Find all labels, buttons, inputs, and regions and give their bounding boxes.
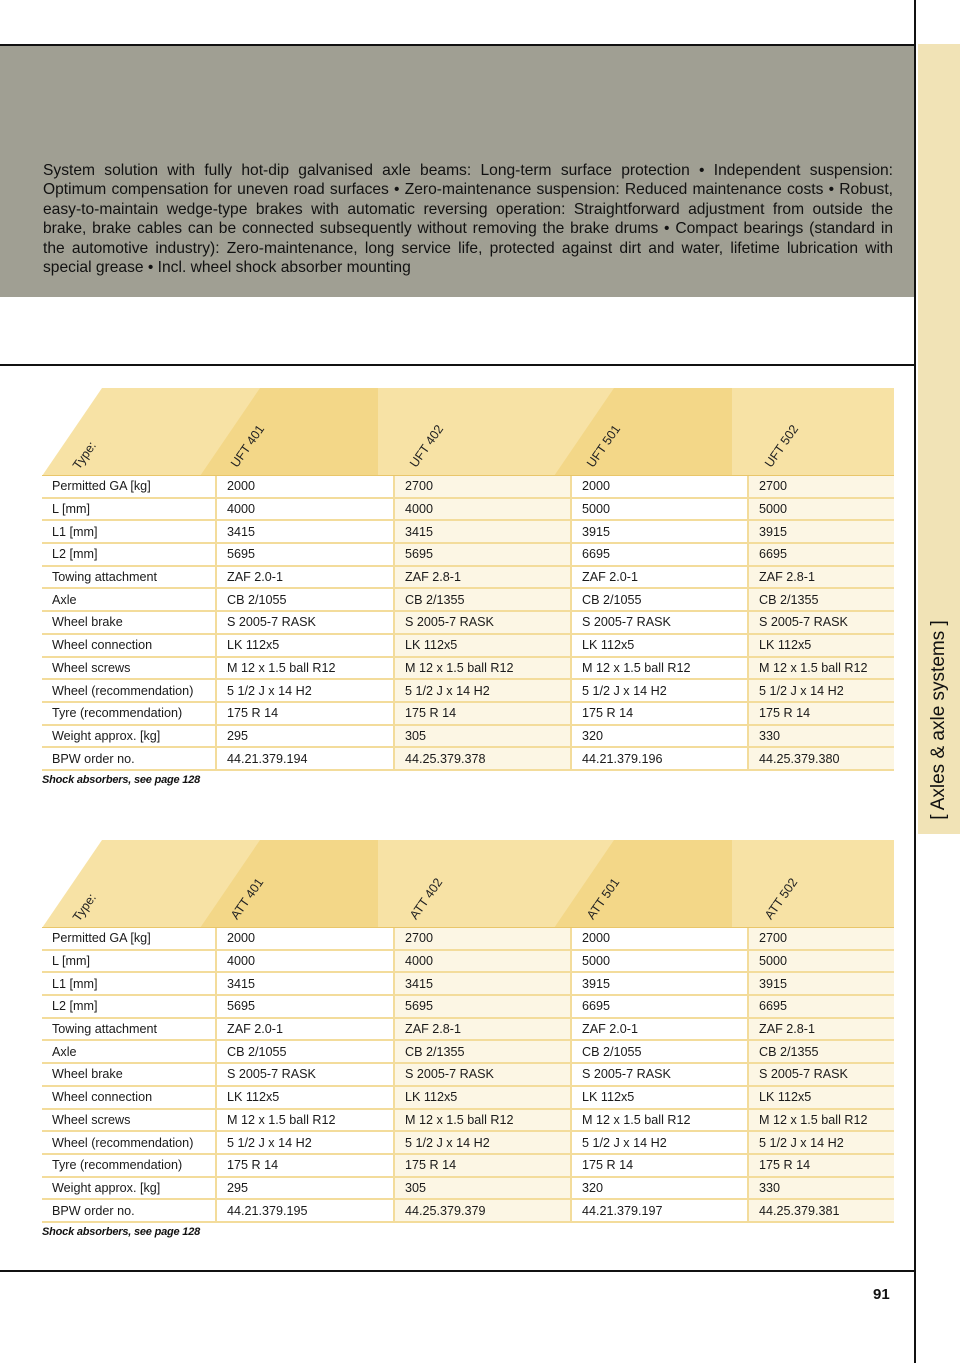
row-label: Towing attachment: [42, 566, 216, 589]
row-label: Weight approx. [kg]: [42, 1177, 216, 1200]
table-row: [42, 679, 894, 702]
cell-value: 4000: [216, 498, 394, 521]
cell-value: CB 2/1355: [394, 588, 571, 611]
table-row: [42, 520, 894, 543]
cell-value: ZAF 2.0-1: [571, 566, 748, 589]
cell-value: M 12 x 1.5 ball R12: [394, 657, 571, 680]
cell-value: 175 R 14: [216, 702, 394, 725]
cell-value: 5000: [748, 498, 894, 521]
type-header: UFT 402: [407, 422, 447, 471]
table-row: [42, 1199, 894, 1222]
table-row: [42, 725, 894, 748]
type-header: UFT 401: [228, 422, 268, 471]
cell-value: 3415: [216, 972, 394, 995]
cell-value: 5695: [216, 995, 394, 1018]
row-label: Axle: [42, 1040, 216, 1063]
cell-value: 175 R 14: [394, 702, 571, 725]
type-header: UFT 502: [762, 422, 802, 471]
row-label: BPW order no.: [42, 747, 216, 770]
cell-value: 44.25.379.381: [748, 1199, 894, 1222]
cell-value: 4000: [216, 950, 394, 973]
cell-value: CB 2/1055: [571, 1040, 748, 1063]
cell-value: ZAF 2.8-1: [394, 1018, 571, 1041]
row-label: Wheel connection: [42, 634, 216, 657]
cell-value: M 12 x 1.5 ball R12: [748, 1109, 894, 1132]
cell-value: 3915: [571, 520, 748, 543]
type-header: UFT 501: [584, 422, 624, 471]
cell-value: 2700: [394, 928, 571, 950]
cell-value: 3415: [216, 520, 394, 543]
cell-value: 320: [571, 725, 748, 748]
cell-value: CB 2/1055: [216, 1040, 394, 1063]
cell-value: 175 R 14: [571, 1154, 748, 1177]
row-label: Wheel connection: [42, 1086, 216, 1109]
cell-value: 5 1/2 J x 14 H2: [571, 679, 748, 702]
type-header: ATT 402: [407, 875, 446, 923]
cell-value: 4000: [394, 498, 571, 521]
table-row: [42, 702, 894, 725]
cell-value: 44.21.379.197: [571, 1199, 748, 1222]
cell-value: 5 1/2 J x 14 H2: [571, 1131, 748, 1154]
row-label: Wheel brake: [42, 1063, 216, 1086]
cell-value: 3415: [394, 972, 571, 995]
table-row: [42, 1040, 894, 1063]
table-row: [42, 928, 894, 950]
table-row: [42, 950, 894, 973]
cell-value: M 12 x 1.5 ball R12: [571, 1109, 748, 1132]
row-label: Tyre (recommendation): [42, 1154, 216, 1177]
cell-value: 3915: [571, 972, 748, 995]
cell-value: LK 112x5: [394, 1086, 571, 1109]
cell-value: 2000: [571, 928, 748, 950]
table-row: [42, 611, 894, 634]
cell-value: 5 1/2 J x 14 H2: [216, 1131, 394, 1154]
row-label: Wheel brake: [42, 611, 216, 634]
cell-value: LK 112x5: [571, 634, 748, 657]
cell-value: CB 2/1055: [571, 588, 748, 611]
table-row: [42, 498, 894, 521]
cell-value: 44.21.379.194: [216, 747, 394, 770]
row-label: L [mm]: [42, 498, 216, 521]
row-label: Tyre (recommendation): [42, 702, 216, 725]
cell-value: LK 112x5: [216, 1086, 394, 1109]
spec-table-uft: [42, 388, 894, 828]
cell-value: CB 2/1355: [394, 1040, 571, 1063]
spec-table: [42, 476, 894, 771]
cell-value: 320: [571, 1177, 748, 1200]
cell-value: 44.21.379.196: [571, 747, 748, 770]
row-label: L2 [mm]: [42, 995, 216, 1018]
cell-value: ZAF 2.0-1: [216, 566, 394, 589]
cell-value: 295: [216, 725, 394, 748]
cell-value: ZAF 2.8-1: [394, 566, 571, 589]
cell-value: M 12 x 1.5 ball R12: [216, 1109, 394, 1132]
cell-value: 5 1/2 J x 14 H2: [748, 1131, 894, 1154]
spec-table-att: [42, 840, 894, 1280]
cell-value: 2000: [216, 476, 394, 498]
cell-value: CB 2/1355: [748, 588, 894, 611]
table-row: [42, 972, 894, 995]
cell-value: 44.25.379.379: [394, 1199, 571, 1222]
row-label: Weight approx. [kg]: [42, 725, 216, 748]
cell-value: 175 R 14: [216, 1154, 394, 1177]
table-row: [42, 1063, 894, 1086]
cell-value: S 2005-7 RASK: [394, 1063, 571, 1086]
cell-value: 305: [394, 1177, 571, 1200]
cell-value: 5000: [571, 950, 748, 973]
table-row: [42, 1177, 894, 1200]
cell-value: 6695: [571, 995, 748, 1018]
table-row: [42, 634, 894, 657]
cell-value: 5695: [216, 543, 394, 566]
row-label: Permitted GA [kg]: [42, 476, 216, 498]
table-row: [42, 1109, 894, 1132]
type-header: ATT 501: [584, 875, 623, 923]
cell-value: 44.25.379.380: [748, 747, 894, 770]
cell-value: 175 R 14: [571, 702, 748, 725]
cell-value: M 12 x 1.5 ball R12: [216, 657, 394, 680]
cell-value: 5 1/2 J x 14 H2: [394, 679, 571, 702]
type-header-label: Type:: [70, 890, 100, 925]
cell-value: LK 112x5: [394, 634, 571, 657]
cell-value: CB 2/1055: [216, 588, 394, 611]
cell-value: S 2005-7 RASK: [571, 611, 748, 634]
cell-value: S 2005-7 RASK: [394, 611, 571, 634]
table-row: [42, 995, 894, 1018]
cell-value: 5000: [748, 950, 894, 973]
intro-text: System solution with fully hot-dip galvanised axle beams: Long-term surface protection • Independent suspension: Optimum compensation for uneven road surfaces • Zero-maintenance suspension: Reduced maintenance costs • Robust, easy-to-maintain wedge-type brakes with automatic reversing operation: Straightforward adjustment from outside the brake, brake cables can be connected subsequently without removing the brake drums • Compact bearings (standard in the automotive industry): Zero-maintenance, long service life, protected against dirt and water, lifetime lubrication with special grease • Incl. wheel shock absorber mounting: [43, 162, 893, 277]
cell-value: 2000: [216, 928, 394, 950]
cell-value: 5695: [394, 995, 571, 1018]
cell-value: 175 R 14: [394, 1154, 571, 1177]
cell-value: M 12 x 1.5 ball R12: [748, 657, 894, 680]
type-header-label: Type:: [70, 438, 100, 473]
cell-value: 6695: [748, 995, 894, 1018]
cell-value: LK 112x5: [216, 634, 394, 657]
type-header: ATT 401: [228, 875, 267, 923]
cell-value: S 2005-7 RASK: [571, 1063, 748, 1086]
cell-value: 6695: [571, 543, 748, 566]
page-edge-line: [914, 0, 916, 1363]
type-header: ATT 502: [762, 875, 801, 923]
row-label: Axle: [42, 588, 216, 611]
cell-value: 175 R 14: [748, 1154, 894, 1177]
row-label: Wheel screws: [42, 1109, 216, 1132]
row-label: Wheel (recommendation): [42, 679, 216, 702]
cell-value: S 2005-7 RASK: [216, 611, 394, 634]
cell-value: 2000: [571, 476, 748, 498]
cell-value: S 2005-7 RASK: [216, 1063, 394, 1086]
cell-value: 2700: [748, 476, 894, 498]
cell-value: 2700: [394, 476, 571, 498]
cell-value: S 2005-7 RASK: [748, 1063, 894, 1086]
row-label: L1 [mm]: [42, 520, 216, 543]
cell-value: CB 2/1355: [748, 1040, 894, 1063]
row-label: Permitted GA [kg]: [42, 928, 216, 950]
spec-table: [42, 928, 894, 1223]
cell-value: ZAF 2.8-1: [748, 1018, 894, 1041]
cell-value: M 12 x 1.5 ball R12: [571, 657, 748, 680]
row-label: BPW order no.: [42, 1199, 216, 1222]
table-row: [42, 1086, 894, 1109]
table-row: [42, 476, 894, 498]
row-label: L2 [mm]: [42, 543, 216, 566]
cell-value: LK 112x5: [571, 1086, 748, 1109]
cell-value: S 2005-7 RASK: [748, 611, 894, 634]
cell-value: 305: [394, 725, 571, 748]
cell-value: 5 1/2 J x 14 H2: [216, 679, 394, 702]
cell-value: 2700: [748, 928, 894, 950]
table-row: [42, 566, 894, 589]
cell-value: 5 1/2 J x 14 H2: [748, 679, 894, 702]
row-label: Towing attachment: [42, 1018, 216, 1041]
table-footnote: Shock absorbers, see page 128: [42, 774, 201, 786]
cell-value: LK 112x5: [748, 1086, 894, 1109]
table-row: [42, 657, 894, 680]
cell-value: 5000: [571, 498, 748, 521]
cell-value: 3915: [748, 972, 894, 995]
row-label: L1 [mm]: [42, 972, 216, 995]
cell-value: ZAF 2.0-1: [216, 1018, 394, 1041]
table-row: [42, 543, 894, 566]
table-row: [42, 1154, 894, 1177]
table-row: [42, 1018, 894, 1041]
row-label: L [mm]: [42, 950, 216, 973]
cell-value: 5 1/2 J x 14 H2: [394, 1131, 571, 1154]
cell-value: 330: [748, 1177, 894, 1200]
cell-value: 6695: [748, 543, 894, 566]
cell-value: 44.21.379.195: [216, 1199, 394, 1222]
cell-value: 3915: [748, 520, 894, 543]
cell-value: 295: [216, 1177, 394, 1200]
cell-value: 175 R 14: [748, 702, 894, 725]
cell-value: 5695: [394, 543, 571, 566]
cell-value: 330: [748, 725, 894, 748]
table-footnote: Shock absorbers, see page 128: [42, 1226, 201, 1238]
cell-value: 44.25.379.378: [394, 747, 571, 770]
table-row: [42, 1131, 894, 1154]
cell-value: M 12 x 1.5 ball R12: [394, 1109, 571, 1132]
page-number: 91: [873, 1286, 890, 1303]
cell-value: 3415: [394, 520, 571, 543]
cell-value: ZAF 2.8-1: [748, 566, 894, 589]
cell-value: LK 112x5: [748, 634, 894, 657]
cell-value: ZAF 2.0-1: [571, 1018, 748, 1041]
cell-value: 4000: [394, 950, 571, 973]
section-rule: [0, 364, 916, 366]
table-row: [42, 588, 894, 611]
table-row: [42, 747, 894, 770]
row-label: Wheel screws: [42, 657, 216, 680]
row-label: Wheel (recommendation): [42, 1131, 216, 1154]
chapter-tab-label: [ Axles & axle systems ]: [928, 620, 949, 820]
